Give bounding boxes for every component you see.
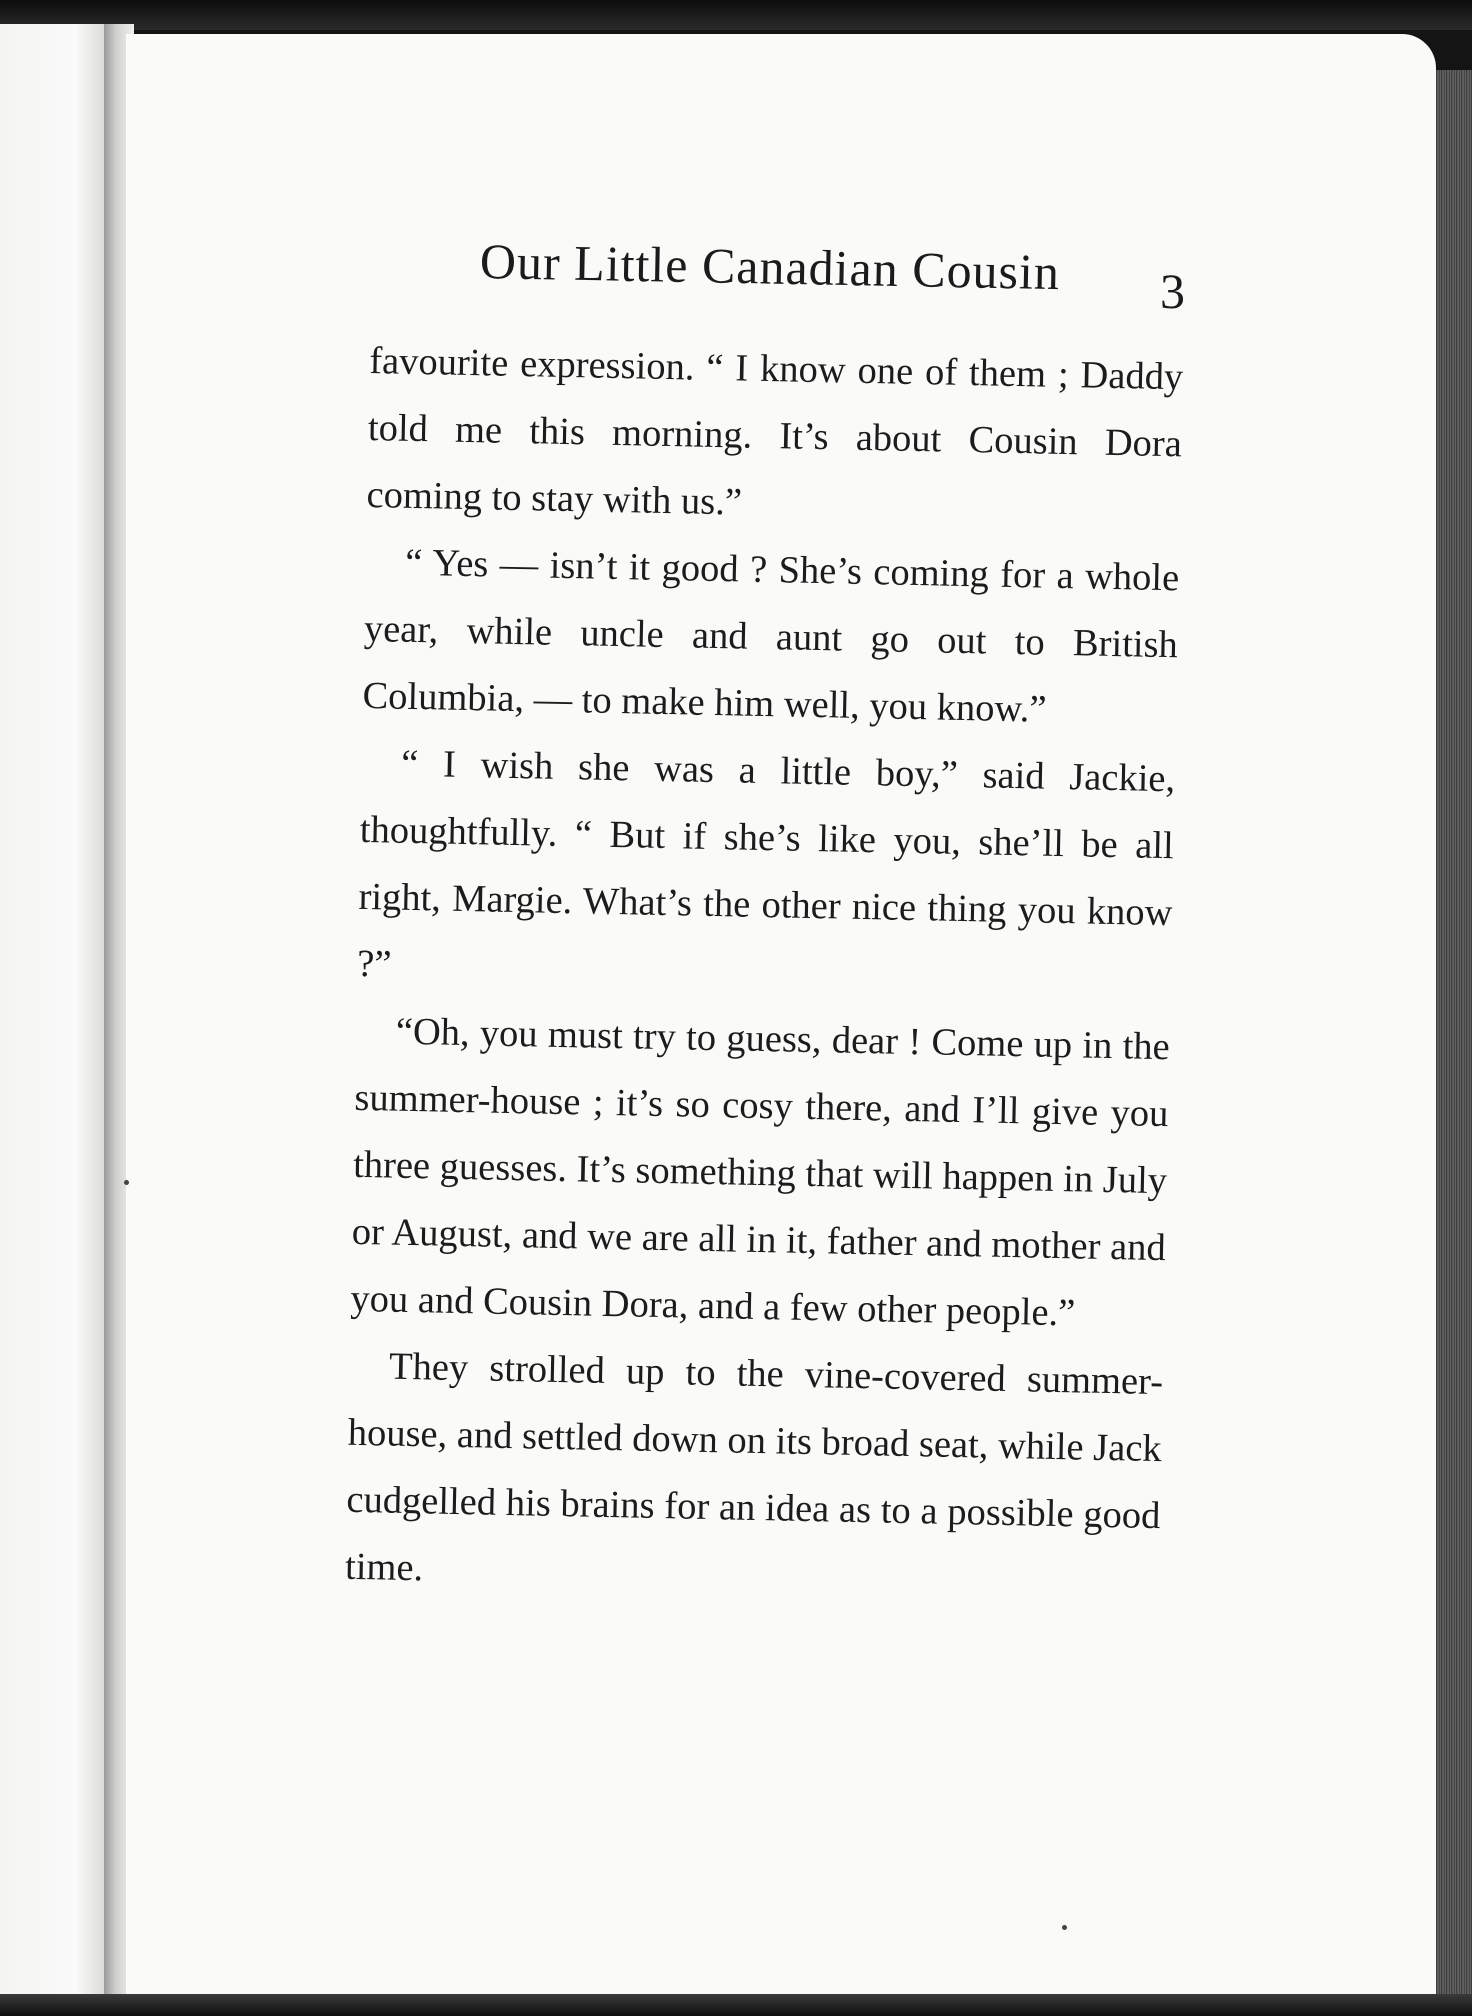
- running-title: Our Little Canadian Cousin: [479, 233, 1061, 301]
- paragraph-1: favourite expression. “ I know one of them ; Daddy told me this morning. It’s about Cousin Dora coming to stay with us.”: [366, 339, 1184, 524]
- paper-speck: [1062, 1925, 1067, 1930]
- paragraph-2: “ Yes — isn’t it good ? She’s coming for a whole year, while uncle and aunt go out to British Columbia, — to make him well, you know.”: [362, 541, 1180, 731]
- page-stack-edge: [1436, 70, 1472, 2016]
- paragraph-4: “Oh, you must try to guess, dear ! Come up in the summer-house ; it’s so cosy there, and I’ll give you three guesses. It’s something that will happen in July or August, and we are all in it, father and mother and you and Cousin Dora, and a few other people.”: [350, 1010, 1171, 1335]
- page-number: 3: [1160, 263, 1185, 319]
- left-page-edge: [0, 24, 108, 1996]
- book-bottom-edge: [0, 1994, 1472, 2016]
- body-text: [344, 328, 1183, 1617]
- book-top-edge: [0, 0, 1472, 30]
- paper-speck: [124, 1180, 129, 1185]
- paragraph-3: “ I wish she was a little boy,” said Jackie, thoughtfully. “ But if she’s like you, she’ll be all right, Margie. What’s the other nice thing you know ?”: [356, 742, 1176, 986]
- paragraph-5: They strolled up to the vine-covered summer-house, and settled down on its broad seat, while Jack cudgelled his brains for an idea as to a possible good time.: [344, 1345, 1164, 1590]
